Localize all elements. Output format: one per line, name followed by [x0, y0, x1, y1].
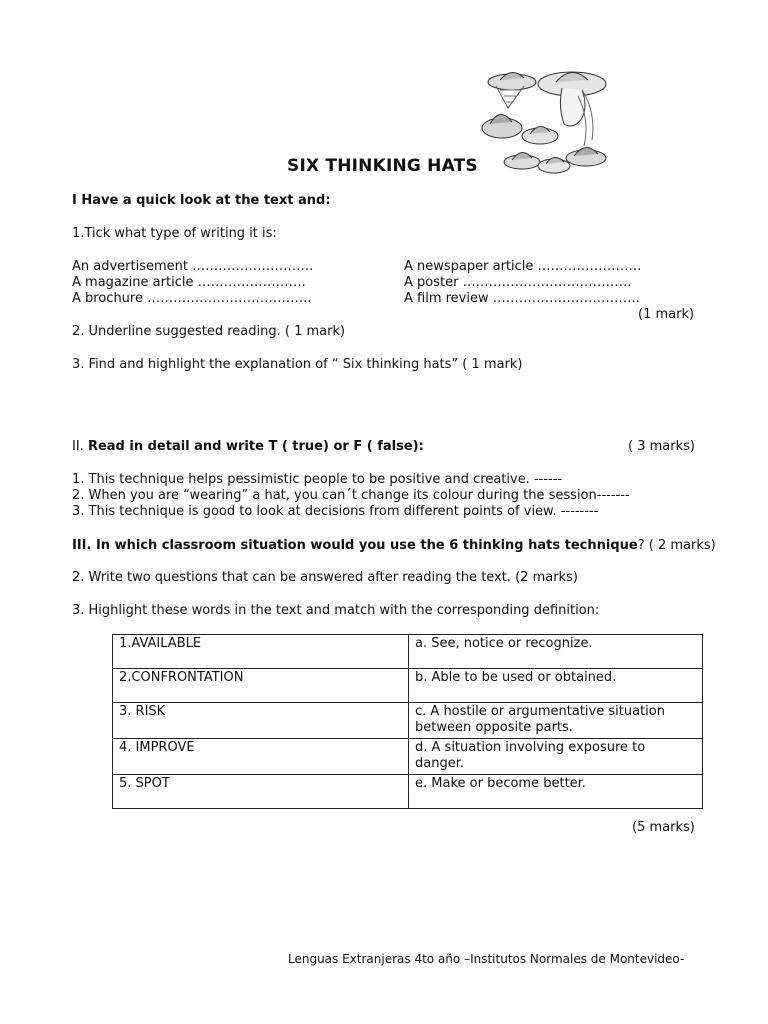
question-1-marks: (1 mark): [638, 307, 695, 322]
definition-cell: e. Make or become better.: [409, 775, 703, 809]
section3-heading-marks: ? ( 2 marks): [637, 538, 716, 553]
page-title: SIX THINKING HATS: [287, 156, 478, 176]
definition-cell: b. Able to be used or obtained.: [409, 669, 703, 703]
word-cell: 3. RISK: [113, 703, 409, 739]
question-1: 1.Tick what type of writing it is:: [72, 226, 277, 241]
word-cell: 2.CONFRONTATION: [113, 669, 409, 703]
option-poster: A poster …………………………………: [404, 275, 632, 290]
option-brochure: A brochure ………………………………..: [72, 291, 312, 306]
section3-question-2: 2. Write two questions that can be answered after reading the text. (2 marks): [72, 570, 578, 585]
table-row: [113, 703, 703, 739]
definition-cell: a. See, notice or recognize.: [409, 635, 703, 669]
table-row: [113, 775, 703, 809]
section2-heading-text: Read in detail and write T ( true) or F ( false: [87, 439, 413, 454]
section2-prefix: II.: [72, 439, 88, 454]
word-cell: 1.AVAILABLE: [113, 635, 409, 669]
question-2: 2. Underline suggested reading. ( 1 mark): [72, 324, 346, 339]
option-advertisement: An advertisement ……………………….: [72, 259, 314, 274]
statement-3: 3. This technique is good to look at decisions from different points of view. --------: [72, 504, 599, 519]
statement-2: 2. When you are “wearing” a hat, you can´t change its colour during the session-------: [72, 488, 630, 503]
matching-table: [112, 634, 703, 809]
question-3: 3. Find and highlight the explanation of “ Six thinking hats” ( 1 mark): [72, 357, 523, 372]
section3-question-3: 3. Highlight these words in the text and match with the corresponding definition:: [72, 603, 600, 618]
hats-illustration: [478, 66, 616, 184]
definition-cell: d. A situation involving exposure to danger.: [409, 739, 703, 775]
section2-heading: [72, 439, 424, 455]
section1-heading: I Have a quick look at the text and:: [72, 193, 331, 208]
option-magazine-article: A magazine article …………………….: [72, 275, 306, 290]
section3-heading-text: III. In which classroom situation would you use the 6 thinking hats technique: [72, 538, 638, 553]
statement-1: 1. This technique helps pessimistic people to be positive and creative. ------: [72, 472, 563, 487]
table-row: [113, 669, 703, 703]
table-row: [113, 635, 703, 669]
word-cell: 5. SPOT: [113, 775, 409, 809]
section3-marks: (5 marks): [632, 820, 695, 835]
table-row: [113, 739, 703, 775]
section2-marks: ( 3 marks): [628, 439, 695, 454]
word-cell: 4. IMPROVE: [113, 739, 409, 775]
option-newspaper-article: A newspaper article ……………………: [404, 259, 642, 274]
option-film-review: A film review …………………………….: [404, 291, 640, 306]
definition-cell: c. A hostile or argumentative situation between opposite parts.: [409, 703, 703, 739]
section2-heading-end: ):: [412, 439, 424, 454]
section3-heading: [72, 538, 716, 554]
footer: Lenguas Extranjeras 4to año –Institutos Normales de Montevideo-: [288, 952, 685, 966]
